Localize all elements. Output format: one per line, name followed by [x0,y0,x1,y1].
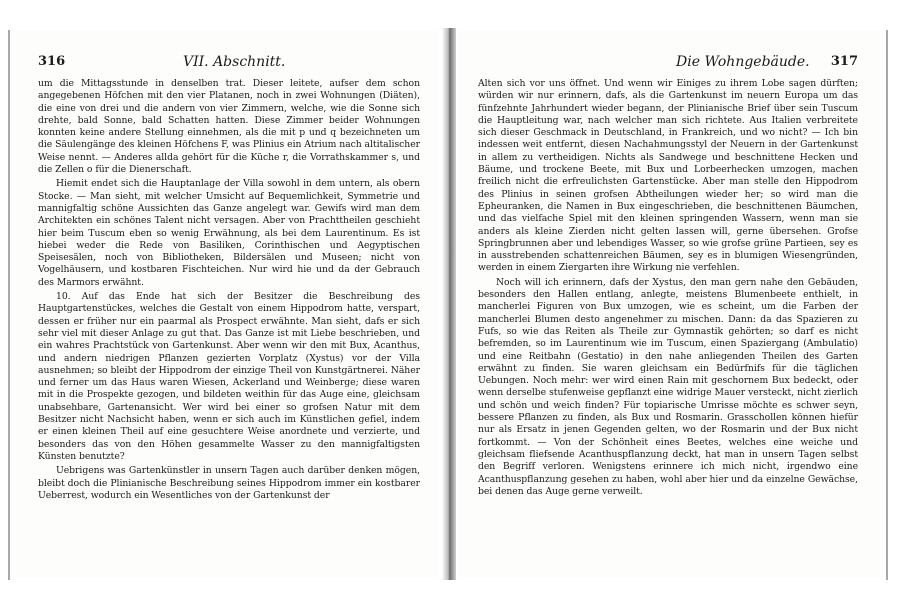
left-page-number: 316 [38,54,66,69]
right-running-head: Die Wohngebäude. [676,54,810,70]
right-page-body [478,78,858,498]
right-page-header [478,54,858,74]
left-paragraph-1: um die Mittagsstunde in denselben trat. Dieser leitete, aufser dem schon angegebenen Höfchen mit den vier Platanen, noch in zwei Wohnungen (Diäten), die eine von drei und die andern von vier Zimmern, welche, wie die Sonne sich drehte, bald Sonne, bald Schatten hatten. Diese Zimmer beider Wohnungen konnten keine andere Stellung einnehmen, als die mit p und q bezeichneten um die Säulengänge des kleinen Höfchens F, was Plinius ein Atrium nach altitalischer Weise nennt. — Anderes allda gehört für die Küche r, die Vorrathskammer s, und die Zellen o für die Dienerschaft. [38,78,420,176]
left-paragraph-3: 10. Auf das Ende hat sich der Besitzer die Beschreibung des Hauptgartenstückes, welches die Gestalt von einem Hippodrom hatte, verspart, dessen er früher nur ein paarmal als Prospect erwähnte. Man sieht, dafs er sich sehr viel mit dieser Anlage zu gut that. Das Ganze ist mit Liebe beschrieben, und ein wahres Prachtstück von Gartenkunst. Aber wenn wir den mit Bux, Acanthus, und andern niedrigen Pflanzen gezierten Vorplatz (Xystus) vor der Villa ausnehmen; so bleibt der Hippodrom der einzige Theil von Kunstgärtnerei. Näher und ferner um das Haus waren Wiesen, Ackerland und Weinberge; diese waren mit in die Prospekte gezogen, und bildeten weithin für das Auge eine, gleichsam unabsehbare, Gartenansicht. Wer wird bei einer so grofsen Natur mit dem Besitzer nicht Nachsicht haben, wenn er sich auch im Künstlichen gefiel, indem er einen kleinen Theil auf eine gesuchtere Weise anordnete und verzierte, und besonders das von den Höhen gesammelte Wasser zu den mannigfaltigsten Künsten benutzte? [38,291,420,462]
right-paragraph-2: Noch will ich erinnern, dafs der Xystus, den man gern nahe den Gebäuden, besonders den Hallen entlang, anlegte, meistens Blumenbeete enthielt, in mancherlei Figuren von Bux umzogen, wie es scheint, um die Farben der mancherlei Blumen desto angenehmer zu mischen. Dann: da das Spazieren zu Fufs, so wie das Reiten als Theile zur Gymnastik gehörten; so darf es nicht befremden, so im Laurentinum wie im Tuscum, einen Spaziergang (Ambulatio) und eine Reitbahn (Gestatio) in den nahe anliegenden Theilen des Garten erwähnt zu finden. Sie waren gleichsam ein Bedürfnifs für die täglichen Uebungen. Noch mehr: wer wird einen Rain mit geschornem Bux bedeckt, oder wenn derselbe stufenweise gepflanzt eine widrige Mauer versteckt, nicht zierlich und schön und weich finden? Für topiarische Umrisse möchte es schwer seyn, bessere Pflanzen zu finden, als Bux und Rosmarin. Grasschollen können hiefür nur als Ersatz in jenen Gegenden gelten, wo der Rosmarin und der Bux nicht fortkommt. — Von der Schönheit eines Beetes, welches eine weiche und gleichsam fliefsende Acanthuspflanzung deckt, hat man in unsern Tagen selbst den Begriff verloren. Wenigstens erinnere ich mich nicht, irgendwo eine Acanthuspflanzung gesehen zu haben, wohl aber hier und da einzelne Gewächse, bei denen das Auge gerne verweilt. [478,276,858,497]
left-running-head: VII. Abschnitt. [183,54,286,70]
left-page-header [38,54,420,74]
right-page-edge [886,30,888,580]
book-gutter [442,28,456,580]
left-page [10,30,438,578]
right-paragraph-1: Alten sich vor uns öffnet. Und wenn wir Einiges zu ihrem Lobe sagen dürften; würden wir nur erinnern, dafs, als die Gartenkunst im neuern Europa um das fünfzehnte Jahrhundert wieder begann, der Plinianische Brief über sein Tuscum die Hauptleitung war, nach welcher man sich richtete. Aus Italien verbreitete sich dieser Geschmack in Deutschland, in Frankreich, und wo nicht? — Ich bin indessen weit entfernt, diesen Nachahmungsstyl der Neuern in der Gartenkunst in allem zu vertheidigen. Nichts als Sandwege und beschnittene Hecken und Bäume, und trockene Beete, mit Bux und Lorbeerhecken umzogen, machen freilich nicht die erfreulichsten Gartenstücke. Aber man stelle den Hippodrom des Plinius in seinen grofsen Abtheilungen wieder her; so wird man die Epheuranken, die Namen in Bux eingeschrieben, die beschnittenen Bäumchen, und das vielfache Spiel mit den kleinen springenden Wassern, wenn man sie anders als kleine Zierden nicht gelten lassen will, gerne übersehen. Grofse Springbrunnen aber und lebendiges Wasser, so wie grofse grüne Partieen, sey es in ausstrebenden schattenreichen Bäumen, sey es in blumigen Wiesengründen, werden in einem Ziergarten ihre Wirkung nie verfehlen. [478,78,858,274]
right-page [458,30,884,578]
left-page-body [38,78,420,502]
right-page-number: 317 [830,54,858,69]
left-paragraph-4: Uebrigens was Gartenkünstler in unsern Tagen auch darüber denken mögen, bleibt doch die Plinianische Beschreibung seines Hippodrom immer ein kostbarer Ueberrest, wodurch ein Wesentliches von der Gartenkunst der [38,465,420,501]
left-paragraph-2: Hiemit endet sich die Hauptanlage der Villa sowohl in dem untern, als obern Stocke. — Man sieht, mit welcher Umsicht auf Bequemlichkeit, Symmetrie und mannigfaltig schöne Aussichten das Ganze angelegt war. Gewifs wird man dem Architekten ein schönes Talent nicht versagen. Aber von Prachttheilen geschieht hier beim Tuscum eben so wenig Erwähnung, als bei dem Laurentinum. Es ist hiebei weder die Rede von Basiliken, Corinthischen und Aegyptischen Speisesälen, noch von Bibliotheken, Bildersälen und Museen; nicht von Vogelhäusern, und kostbaren Fischteichen. Nur wird hie und da der Gebrauch des Marmors erwähnt. [38,178,420,288]
